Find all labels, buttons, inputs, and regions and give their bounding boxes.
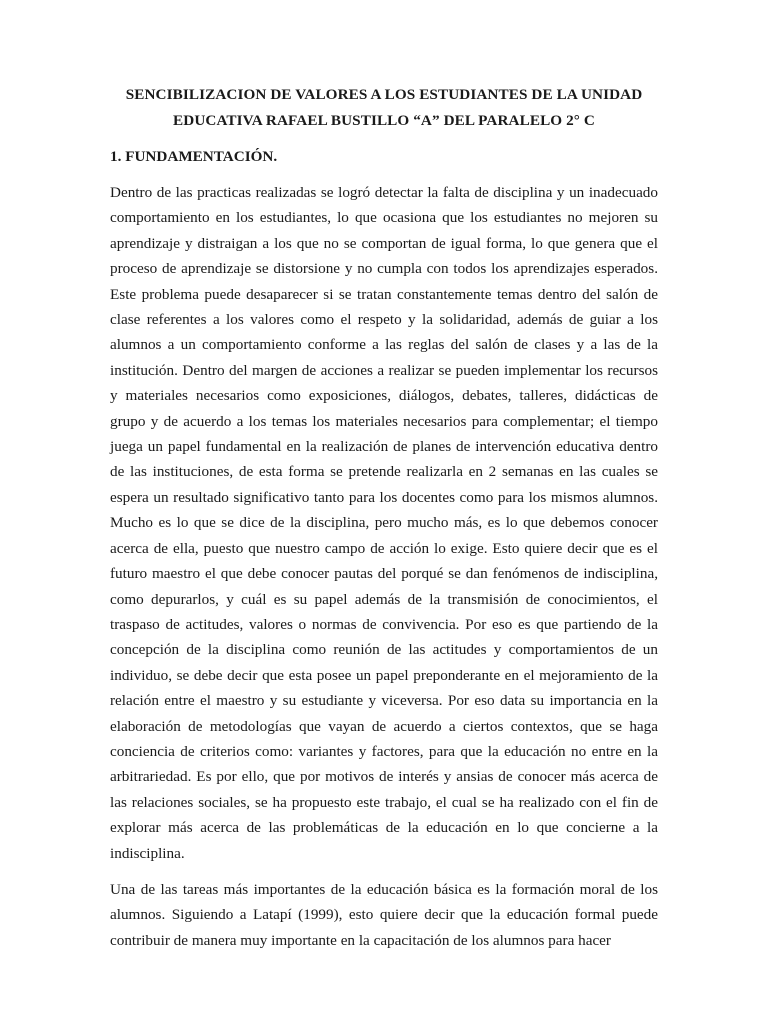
document-title: SENCIBILIZACION DE VALORES A LOS ESTUDIANTES DE LA UNIDAD EDUCATIVA RAFAEL BUSTILLO “A” DEL PARALELO 2° C xyxy=(125,86,643,129)
document-page xyxy=(110,82,658,953)
body-paragraph: Una de las tareas más importantes de la educación básica es la formación moral de los alumnos. Siguiendo a Latapí (1999), esto quiere decir que la educación formal puede contribuir de manera muy importante en la capacitación de los alumnos para hacer xyxy=(110,880,658,949)
section-heading: 1. FUNDAMENTACIÓN. xyxy=(110,148,278,165)
body-paragraph: Dentro de las practicas realizadas se logró detectar la falta de disciplina y un inadecuado comportamiento en los estudiantes, lo que ocasiona que los estudiantes no mejoren su aprendizaje y distraigan a los que no se comportan de igual forma, lo que genera que el proceso de aprendizaje se distorsione y no cumpla con todos los aprendizajes esperados. Este problema puede desaparecer si se tratan constantemente temas dentro del salón de clase referentes a los valores como el respeto y la solidaridad, además de guiar a los alumnos a un comportamiento conforme a las reglas del salón de clases y a las de la institución. Dentro del margen de acciones a realizar se pueden implementar los recursos y materiales necesarios como exposiciones, diálogos, debates, talleres, didácticas de grupo y de acuerdo a los temas los materiales necesarios para complementar; el tiempo juega un papel fundamental en la realización de planes de intervención educativa dentro de las instituciones, de esta forma se pretende realizarla en 2 semanas en las cuales se espera un resultado significativo tanto para los docentes como para los mismos alumnos. Mucho es lo que se dice de la disciplina, pero mucho más, es lo que debemos conocer acerca de ella, puesto que nuestro campo de acción lo exige. Esto quiere decir que es el futuro maestro el que debe conocer pautas del porqué se dan fenómenos de indisciplina, como depurarlos, y cuál es su papel además de la transmisión de conocimientos, el traspaso de actitudes, valores o normas de convivencia. Por eso es que partiendo de la concepción de la disciplina como reunión de las actitudes y comportamientos de un individuo, se debe decir que esta posee un papel preponderante en el mejoramiento de la relación entre el maestro y su estudiante y viceversa. Por eso data su importancia en la elaboración de metodologías que vayan de acuerdo a ciertos contextos, que se haga conciencia de criterios como: variantes y factores, para que la educación no entre en la arbitrariedad. Es por ello, que por motivos de interés y ansias de conocer más acerca de las relaciones sociales, se ha propuesto este trabajo, el cual se ha realizado con el fin de explorar más acerca de las problemáticas de la educación en lo que concierne a la indisciplina. xyxy=(110,184,658,862)
